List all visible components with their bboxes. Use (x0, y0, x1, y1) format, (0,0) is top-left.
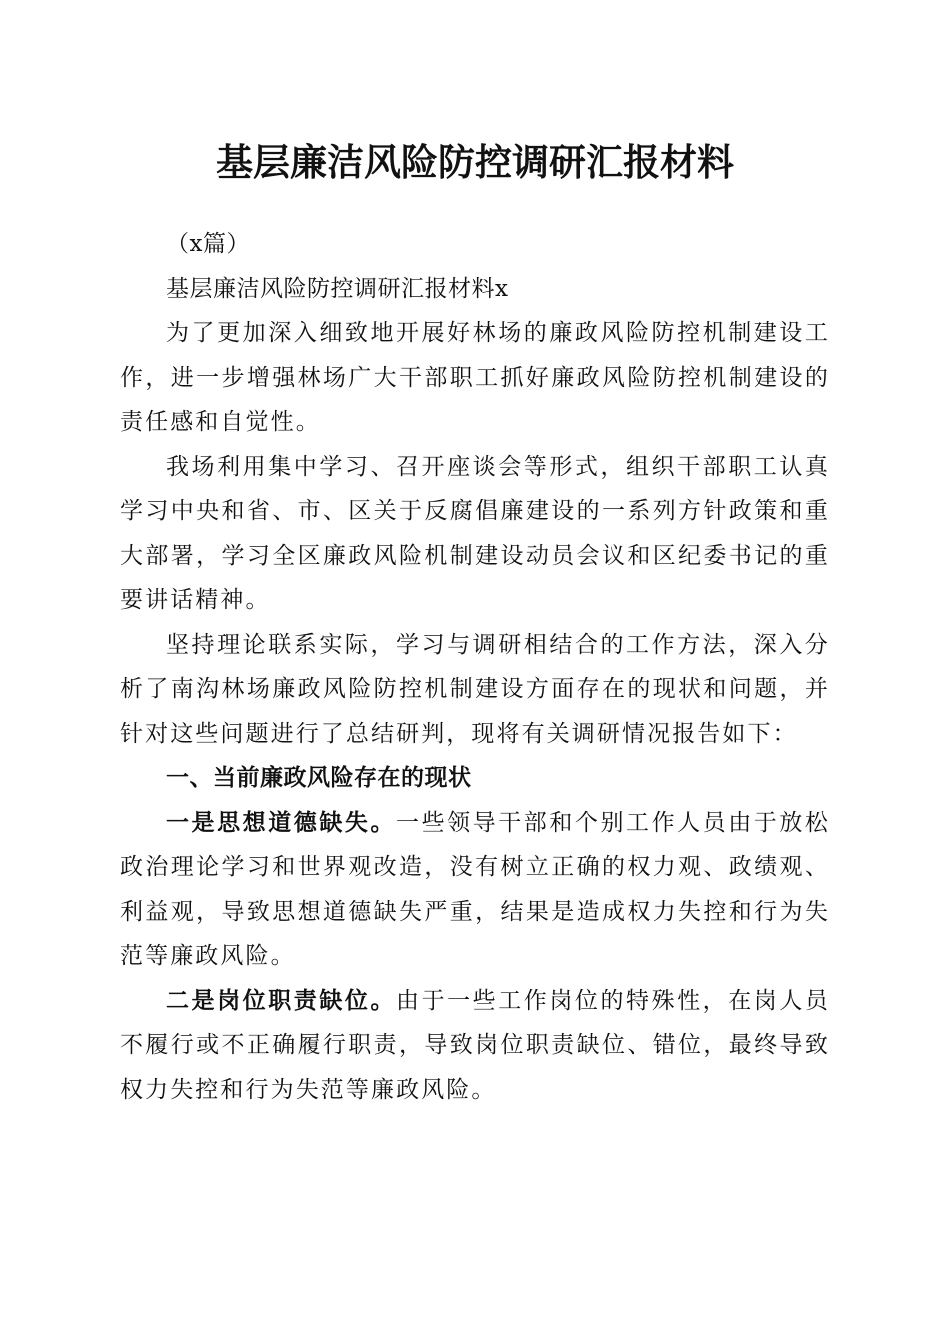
item-text: 由于一些工作岗位的特殊性，在岗人员不履行或不正确履行职责，导致岗位职责缺位、错位，最终导致权力失控和行为失范等廉政风险。 (120, 987, 831, 1103)
document-title: 基层廉洁风险防控调研汇报材料 (216, 140, 734, 184)
document-name-line: 基层廉洁风险防控调研汇报材料x (166, 275, 509, 302)
section-heading: 一、当前廉政风险存在的现状 (166, 765, 472, 791)
item-text: 一些领导干部和个别工作人员由于放松政治理论学习和世界观改造，没有树立正确的权力观、政绩观、利益观，导致思想道德缺失严重，结果是造成权力失控和行为失范等廉政风险。 (120, 809, 831, 969)
paragraph-study: 我场利用集中学习、召开座谈会等形式，组织干部职工认真学习中央和省、市、区关于反腐倡廉建设的一系列方针政策和重大部署，学习全区廉政风险机制建设动员会议和区纪委书记的重要讲话精神。 (120, 453, 830, 613)
subtitle: （x篇） (166, 231, 250, 257)
paragraph-method: 坚持理论联系实际，学习与调研相结合的工作方法，深入分析了南沟林场廉政风险防控机制建设方面存在的现状和问题，并针对这些问题进行了总结研判，现将有关调研情况报告如下： (120, 631, 830, 747)
item-lead: 二是岗位职责缺位。 (166, 986, 397, 1014)
item-duty-absence (120, 979, 830, 1113)
item-lead: 一是思想道德缺失。 (166, 808, 397, 836)
paragraph-intro: 为了更加深入细致地开展好林场的廉政风险防控机制建设工作，进一步增强林场广大干部职工抓好廉政风险防控机制建设的责任感和自觉性。 (120, 320, 830, 435)
item-moral-deficit (120, 801, 830, 979)
document-body (120, 222, 830, 1112)
